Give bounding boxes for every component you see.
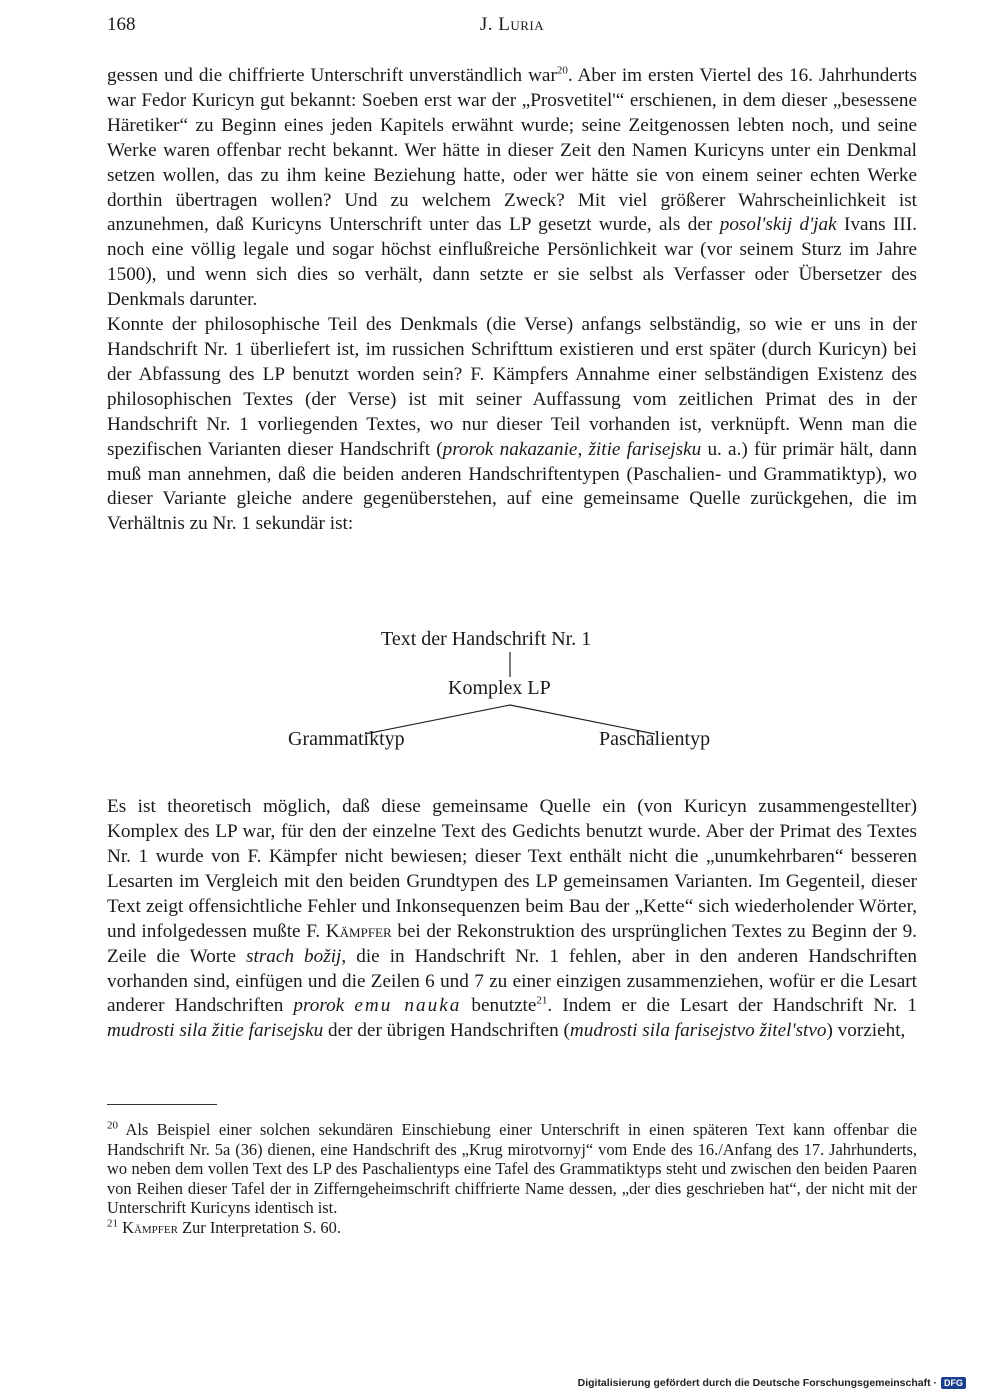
dfg-logo-icon: DFG [941, 1377, 966, 1389]
paragraph-3: Es ist theoretisch möglich, daß diese gemeinsame Quelle ein (von Kuricyn zusammengestellter) Komplex des LP war, für den der einzelne Text des Gedichts benutzt wurde. Aber der Primat des Textes Nr. 1 wurde von F. Kämpfer nicht bewiesen; dieser Text enthält nicht die „unumkehrbaren“ besseren Lesarten im Vergleich mit den beiden Grundtypen des LP gemeinsamen Varianten. Im Gegenteil, dieser Text zeigt offensichtliche Fehler und Inkonsequenzen beim Bau der „Kette“ sich wiederholender Wörter, und infolgedessen mußte F. Kämpfer bei der Rekonstruktion des ursprünglichen Textes zu Beginn der 9. Zeile die Worte strach božij, die in Handschrift Nr. 1 fehlen, aber in den anderen Handschriften vorhanden sind, einfügen und die Zeilen 6 und 7 zu einer einzigen zusammenziehen, wofür er die Lesart anderer Handschriften prorok emu nauka benutzte$^{21}$. Indem er die Lesart der Handschrift Nr. 1 mudrosti sila žitie farisejsku der der übrigen Handschriften (mudrosti sila farisejstvo žitel'stvo) vorzieht, [107, 796, 918, 1042]
running-head: J. Luria [479, 14, 545, 35]
stemma-node-middle: Komplex LP [448, 677, 551, 699]
stemma-node-top: Text der Handschrift Nr. 1 [381, 628, 592, 650]
stemma-node-right: Paschalientyp [599, 728, 711, 750]
footnote-ref-20: 20 [556, 64, 568, 77]
footnote-separator [107, 1104, 217, 1105]
footnotes [107, 1120, 917, 1237]
digitization-credit: Digitalisierung gefördert durch die Deutsche Forschungsgemeinschaft · DFG [578, 1377, 966, 1389]
footnote-20: $^{20}$ Als Beispiel einer solchen sekundären Einschiebung einer Unterschrift in einen späteren Text kann offenbar die Handschrift Nr. 5a (36) dienen, eine Handschrift des „Krug mirotvornyj“ vom Ende des 16./Anfang des 17. Jahrhunderts, wo neben dem vollen Text des LP des Paschalientyps eine Tafel des Grammatiktyps steht und zwischen den beiden Paaren von Reihen dieser Tafel der in Zifferngeheimschrift chiffrierte Name dessen, „der dies geschrieben hat“, der nicht mit der Unterschrift Kuricyns identisch ist. [107, 1119, 917, 1217]
footnote-21: $^{21}$ Kämpfer Zur Interpretation S. 60. [107, 1217, 341, 1237]
paragraph-1: gessen und die chiffrierte Unterschrift unverständlich war$^{20}$. Aber im ersten Viertel des 16. Jahrhunderts war Fedor Kuricyn gut bekannt: Soeben erst war der „Prosvetitel'“ erschienen, in dem dieser „besessene Häretiker“ zu Beginn eines jeden Kapitels erwähnt wurde; seine Zeitgenossen lebten noch, und seine Werke waren offenbar recht bekannt. Wer hätte in dieser Zeit den Namen Kuricyns unter ein Denkmal setzen wollen, das zu ihm keine Beziehung hatte, oder wer hätte sie von einem seiner echten Werke dorthin übertragen wollen? Und zu welchem Zweck? Mit viel größerer Wahrscheinlichkeit ist anzunehmen, daß Kuricyns Unterschrift unter das LP gesetzt wurde, als der posol'skij d'jak Ivans III. noch eine völlig legale und sogar höchst einflußreiche Persönlichkeit war (vor seinem Sturz im Jahre 1500), und wenn sich dies so verhält, dann setzte er sie selbst als Verfasser oder Übersetzer des Denkmals darunter. [107, 64, 918, 311]
stemma-diagram [270, 622, 770, 762]
footnote-ref-21: 21 [536, 995, 548, 1008]
page-header [107, 14, 917, 44]
stemma-node-left: Grammatiktyp [288, 728, 405, 750]
paragraph-2: Konnte der philosophische Teil des Denkmals (die Verse) anfangs selbständig, so wie er uns in der Handschrift Nr. 1 überliefert ist, im russichen Schrifttum existieren und erst später (durch Kuricyn) bei der Abfassung des LP benutzt worden sein? F. Kämpfers Annahme einer selbständigen Existenz des philosophischen Textes (der Verse) ist mit seiner Auffassung vom zeitlichen Primat des in der Handschrift Nr. 1 vorliegenden Textes, wo nur dieser Teil vorhanden ist, verknüpft. Wenn man die spezifischen Varianten dieser Handschrift (prorok nakazanie, žitie farisejsku u. a.) für primär hält, dann muß man annehmen, daß die beiden anderen Handschriftentypen (Paschalien- und Grammatiktyp), wo dieser Variante gleiche andere gegenüberstehen, auf eine gemeinsame Quelle zurückgehen, die im Verhältnis zu Nr. 1 sekundär ist: [107, 314, 917, 535]
body-text-bottom [107, 776, 917, 1063]
body-text-top [107, 64, 917, 537]
page-number: 168 [107, 14, 136, 35]
